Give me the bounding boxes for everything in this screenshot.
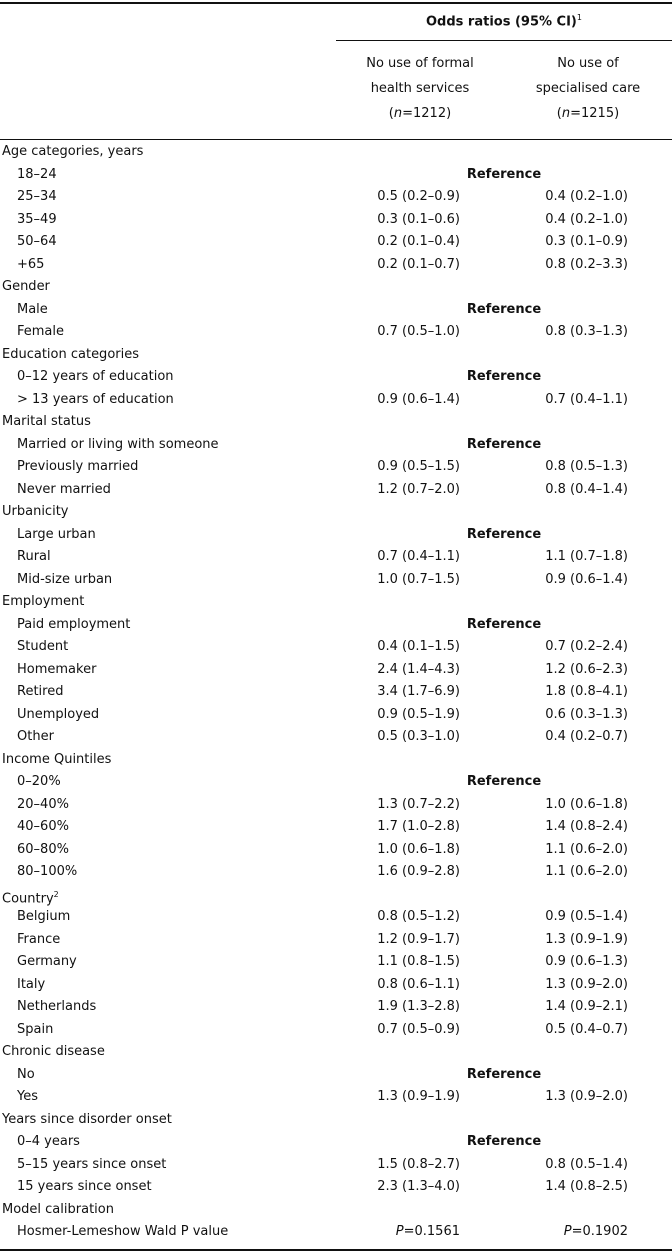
odds-ratio-specialised: 0.8 (0.2–3.3) <box>545 256 628 272</box>
odds-ratio-specialised: 1.4 (0.9–2.1) <box>545 999 628 1014</box>
row-label: Married or living with someone <box>17 436 219 452</box>
odds-ratio-formal: 1.0 (0.6–1.8) <box>377 841 460 857</box>
row-label: > 13 years of education <box>17 391 174 407</box>
row-label: Spain <box>17 1021 54 1037</box>
odds-ratio-specialised: 1.1 (0.7–1.8) <box>545 549 628 564</box>
row-label: Mid-size urban <box>17 571 113 587</box>
header-rule <box>0 139 672 140</box>
reference-label: Reference <box>466 526 542 542</box>
row-label: Rural <box>17 549 51 564</box>
odds-ratio-specialised: 1.1 (0.6–2.0) <box>545 841 628 857</box>
odds-ratio-specialised: 1.4 (0.8–2.4) <box>545 819 628 834</box>
odds-ratio-formal: 1.9 (1.3–2.8) <box>377 999 460 1014</box>
odds-ratio-formal: 1.3 (0.7–2.2) <box>377 796 460 812</box>
odds-ratio-formal: 0.7 (0.4–1.1) <box>377 549 460 564</box>
row-label: No <box>17 1066 35 1082</box>
table-row <box>0 456 672 479</box>
odds-ratio-formal: 2.4 (1.4–4.3) <box>377 661 460 677</box>
section-label: Gender <box>2 279 50 294</box>
row-label: Other <box>17 729 54 744</box>
section-label: Country$^2$ <box>2 889 59 906</box>
odds-ratio-specialised: 0.9 (0.6–1.4) <box>545 571 628 587</box>
odds-ratio-specialised: 0.4 (0.2–1.0) <box>545 189 628 204</box>
odds-ratio-specialised: 1.8 (0.8–4.1) <box>545 684 628 699</box>
reference-label: Reference <box>466 166 542 182</box>
odds-ratio-formal: 0.9 (0.6–1.4) <box>377 391 460 407</box>
table-body <box>0 141 672 1244</box>
row-label: Italy <box>17 976 46 992</box>
table-row <box>0 659 672 682</box>
odds-ratio-specialised: P=0.1902 <box>563 1224 628 1239</box>
section-label: Income Quintiles <box>2 751 112 767</box>
row-label: Large urban <box>17 526 96 542</box>
table-row <box>0 1064 672 1087</box>
column-header-specialised-care: No use of specialised care (n=1215) <box>535 56 641 121</box>
section-row <box>0 344 672 367</box>
odds-ratio-formal: 1.3 (0.9–1.9) <box>377 1089 460 1104</box>
section-label: Marital status <box>2 414 91 429</box>
odds-ratio-specialised: 1.3 (0.9–2.0) <box>545 976 628 992</box>
table-row <box>0 1019 672 1042</box>
row-label: 35–49 <box>17 211 57 227</box>
table-row <box>0 569 672 592</box>
section-row <box>0 141 672 164</box>
row-label: 50–64 <box>17 234 57 249</box>
odds-ratio-specialised: 0.9 (0.6–1.3) <box>545 954 628 969</box>
section-label: Urbanicity <box>2 504 69 519</box>
section-row <box>0 749 672 772</box>
row-label: 60–80% <box>17 841 69 857</box>
reference-label: Reference <box>466 616 542 632</box>
section-row <box>0 276 672 299</box>
row-label: Belgium <box>17 909 71 924</box>
section-row <box>0 501 672 524</box>
table-row <box>0 704 672 727</box>
odds-ratio-formal: 1.2 (0.7–2.0) <box>377 481 460 497</box>
column-group-title: Odds ratios (95% CI)$^1$ <box>426 13 582 30</box>
row-label: Paid employment <box>17 616 131 632</box>
table-row <box>0 299 672 322</box>
table-row <box>0 164 672 187</box>
odds-ratio-formal: 0.4 (0.1–1.5) <box>377 639 460 654</box>
table-row <box>0 929 672 952</box>
odds-ratio-specialised: 0.8 (0.3–1.3) <box>545 324 628 339</box>
table-row <box>0 726 672 749</box>
row-label: Unemployed <box>17 706 100 722</box>
row-label: Homemaker <box>17 661 97 677</box>
row-label: Male <box>17 301 48 317</box>
odds-ratio-specialised: 1.3 (0.9–1.9) <box>545 931 628 947</box>
column-header-formal-services: No use of formal health services (n=1212) <box>366 56 474 121</box>
odds-ratio-specialised: 0.8 (0.5–1.4) <box>545 1156 628 1172</box>
row-label: 0–4 years <box>17 1134 80 1149</box>
odds-ratio-formal: 0.8 (0.5–1.2) <box>377 909 460 924</box>
odds-ratio-formal: 0.9 (0.5–1.9) <box>377 706 460 722</box>
odds-ratio-formal: 0.7 (0.5–0.9) <box>377 1021 460 1037</box>
table-row <box>0 1131 672 1154</box>
table-row <box>0 996 672 1019</box>
odds-ratio-formal: 0.3 (0.1–0.6) <box>377 211 460 227</box>
section-row <box>0 1199 672 1222</box>
section-row <box>0 884 672 907</box>
table-row <box>0 366 672 389</box>
section-row <box>0 1109 672 1132</box>
row-label: 0–12 years of education <box>17 369 174 384</box>
odds-ratio-formal: P=0.1561 <box>395 1224 460 1239</box>
odds-ratio-specialised: 1.1 (0.6–2.0) <box>545 864 628 879</box>
table-row <box>0 1176 672 1199</box>
odds-ratio-formal: 0.7 (0.5–1.0) <box>377 324 460 339</box>
odds-ratio-formal: 1.1 (0.8–1.5) <box>377 954 460 969</box>
table-row <box>0 321 672 344</box>
odds-ratio-formal: 1.0 (0.7–1.5) <box>377 571 460 587</box>
table-row <box>0 681 672 704</box>
odds-ratio-specialised: 0.3 (0.1–0.9) <box>545 234 628 249</box>
odds-ratio-formal: 1.5 (0.8–2.7) <box>377 1156 460 1172</box>
row-label: 18–24 <box>17 166 57 182</box>
odds-ratio-formal: 0.2 (0.1–0.7) <box>377 256 460 272</box>
table-row <box>0 1154 672 1177</box>
reference-label: Reference <box>466 774 542 789</box>
row-label: Never married <box>17 481 111 497</box>
table-row <box>0 186 672 209</box>
table-row <box>0 524 672 547</box>
odds-ratio-specialised: 0.5 (0.4–0.7) <box>545 1021 628 1037</box>
odds-ratio-specialised: 0.7 (0.4–1.1) <box>545 391 628 407</box>
table-row <box>0 636 672 659</box>
row-label: Netherlands <box>17 999 97 1014</box>
section-label: Model calibration <box>2 1201 114 1217</box>
section-label: Employment <box>2 594 85 609</box>
odds-ratio-specialised: 0.6 (0.3–1.3) <box>545 706 628 722</box>
section-label: Years since disorder onset <box>2 1111 172 1127</box>
table-row <box>0 861 672 884</box>
odds-ratio-formal: 0.9 (0.5–1.5) <box>377 459 460 474</box>
table-row <box>0 434 672 457</box>
table-row <box>0 1086 672 1109</box>
column-group-rule <box>336 40 672 41</box>
section-row <box>0 1041 672 1064</box>
table-row <box>0 839 672 862</box>
table-row <box>0 614 672 637</box>
section-row <box>0 591 672 614</box>
odds-ratio-specialised: 1.0 (0.6–1.8) <box>545 796 628 812</box>
table-row <box>0 389 672 412</box>
odds-ratio-formal: 1.6 (0.9–2.8) <box>377 864 460 879</box>
table-row <box>0 794 672 817</box>
odds-ratio-formal: 1.2 (0.9–1.7) <box>377 931 460 947</box>
row-label: Student <box>17 639 69 654</box>
odds-ratio-specialised: 0.8 (0.5–1.3) <box>545 459 628 474</box>
section-row <box>0 411 672 434</box>
odds-ratio-specialised: 0.8 (0.4–1.4) <box>545 481 628 497</box>
table-row <box>0 546 672 569</box>
row-label: France <box>17 931 61 947</box>
odds-ratio-specialised: 0.4 (0.2–0.7) <box>545 729 628 744</box>
table-row <box>0 816 672 839</box>
table-row <box>0 974 672 997</box>
row-label: 5–15 years since onset <box>17 1156 167 1172</box>
row-label: 40–60% <box>17 819 69 834</box>
row-label: Germany <box>17 954 77 969</box>
reference-label: Reference <box>466 1066 542 1082</box>
odds-ratio-formal: 0.2 (0.1–0.4) <box>377 234 460 249</box>
odds-ratio-formal: 0.5 (0.2–0.9) <box>377 189 460 204</box>
top-rule <box>0 2 672 4</box>
odds-ratio-specialised: 1.3 (0.9–2.0) <box>545 1089 628 1104</box>
table-row <box>0 254 672 277</box>
reference-label: Reference <box>466 301 542 317</box>
row-label: Retired <box>17 684 64 699</box>
odds-ratio-formal: 0.8 (0.6–1.1) <box>377 976 460 992</box>
reference-label: Reference <box>466 436 542 452</box>
row-label: Hosmer-Lemeshow Wald P value <box>17 1224 229 1239</box>
table-row <box>0 771 672 794</box>
row-label: 25–34 <box>17 189 57 204</box>
section-label: Chronic disease <box>2 1044 105 1059</box>
row-label: 80–100% <box>17 864 78 879</box>
odds-ratio-formal: 2.3 (1.3–4.0) <box>377 1179 460 1194</box>
table-row <box>0 906 672 929</box>
footnote-marker: 2 <box>53 889 59 899</box>
table-row <box>0 209 672 232</box>
reference-label: Reference <box>466 369 542 384</box>
odds-ratio-formal: 0.5 (0.3–1.0) <box>377 729 460 744</box>
section-label: Age categories, years <box>2 144 144 159</box>
odds-ratio-specialised: 1.4 (0.8–2.5) <box>545 1179 628 1194</box>
table-row <box>0 951 672 974</box>
bottom-rule <box>0 1249 672 1251</box>
odds-ratio-specialised: 0.4 (0.2–1.0) <box>545 211 628 227</box>
row-label: Yes <box>17 1089 38 1104</box>
row-label: +65 <box>17 256 45 272</box>
odds-ratio-specialised: 1.2 (0.6–2.3) <box>545 661 628 677</box>
odds-ratio-formal: 3.4 (1.7–6.9) <box>377 684 460 699</box>
row-label: Female <box>17 324 65 339</box>
section-label: Education categories <box>2 346 139 362</box>
odds-ratio-specialised: 0.7 (0.2–2.4) <box>545 639 628 654</box>
row-label: 20–40% <box>17 796 69 812</box>
row-label: 15 years since onset <box>17 1179 152 1194</box>
table-row <box>0 231 672 254</box>
row-label: Previously married <box>17 459 139 474</box>
odds-ratio-formal: 1.7 (1.0–2.8) <box>377 819 460 834</box>
reference-label: Reference <box>466 1134 542 1149</box>
row-label: 0–20% <box>17 774 61 789</box>
odds-ratio-specialised: 0.9 (0.5–1.4) <box>545 909 628 924</box>
table-row <box>0 1221 672 1244</box>
table-row <box>0 479 672 502</box>
